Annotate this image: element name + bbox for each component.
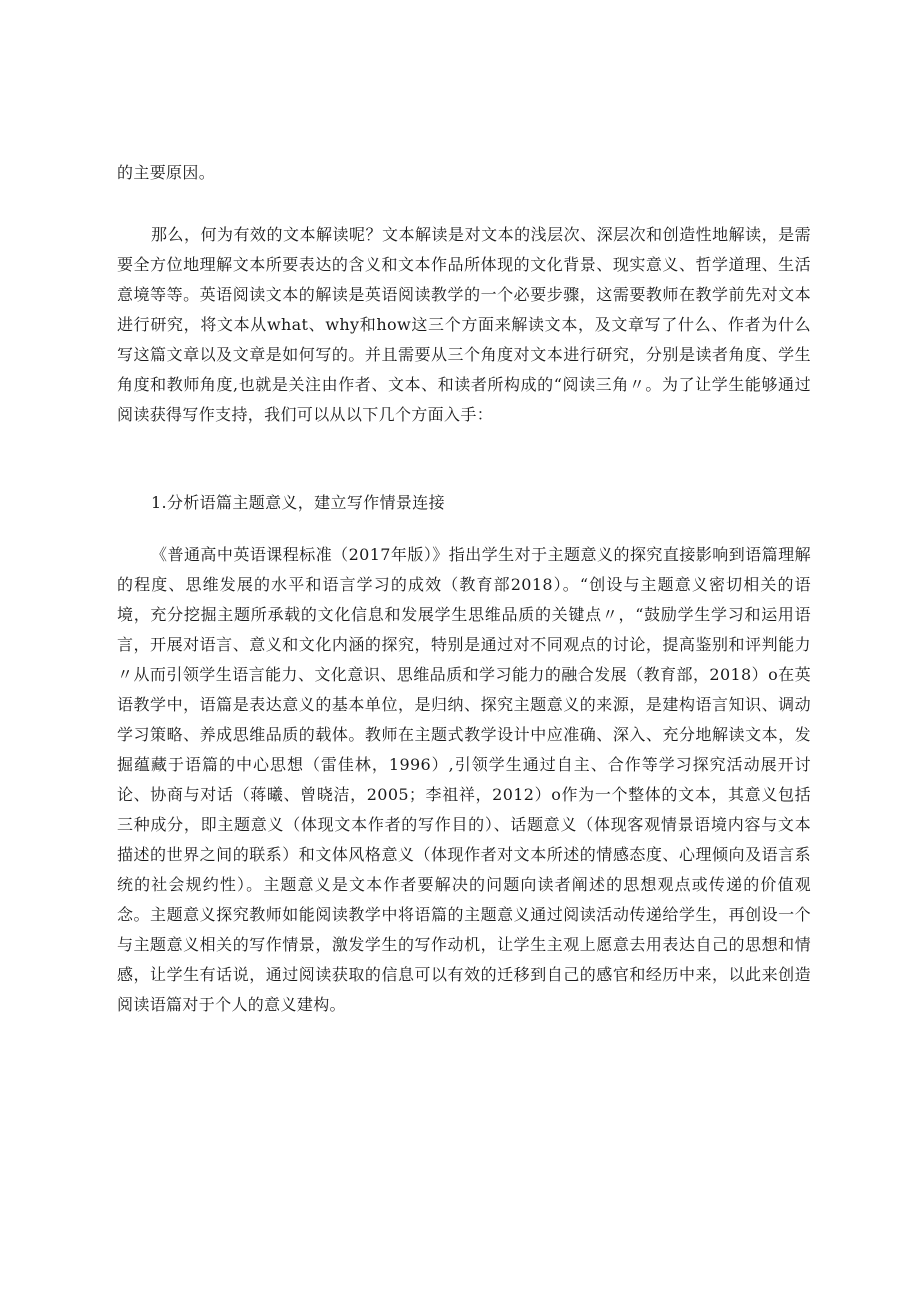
paragraph-continuation: 的主要原因。	[117, 163, 216, 182]
section-heading: 1.分析语篇主题意义，建立写作情景连接	[151, 493, 445, 512]
paragraph-theme-meaning: 《普通高中英语课程标准（2017年版）》指出学生对于主题意义的探究直接影响到语篇理解的程度、思维发展的水平和语言学习的成效（教育部2018）。“创设与主题意义密切相关的语境，充分挖掘主题所承载的文化信息和发展学生思维品质的关键点〃，“鼓励学生学习和运用语言，开展对语言、意义和文化内涵的探究，特别是通过对不同观点的讨论，提高鉴别和评判能力〃从而引领学生语言能力、文化意识、思维品质和学习能力的融合发展（教育部，2018）o在英语教学中，语篇是表达意义的基本单位，是归纳、探究主题意义的来源，是建构语言知识、调动学习策略、养成思维品质的载体。教师在主题式教学设计中应准确、深入、充分地解读文本，发掘蕴藏于语篇的中心思想（雷佳林，1996）,引领学生通过自主、合作等学习探究活动展开讨论、协商与对话（蒋曦、曾晓洁，2005；李祖祥，2012）o作为一个整体的文本，其意义包括三种成分，即主题意义（体现文本作者的写作目的）、话题意义（体现客观情景语境内容与文本描述的世界之间的联系）和文体风格意义（体现作者对文本所述的情感态度、心理倾向及语言系统的社会规约性）。主题意义是文本作者要解决的问题向读者阐述的思想观点或传递的价值观念。主题意义探究教师如能阅读教学中将语篇的主题意义通过阅读活动传递给学生，再创设一个与主题意义相关的写作情景，激发学生的写作动机，让学生主观上愿意去用表达自己的思想和情感，让学生有话说，通过阅读获取的信息可以有效的迁移到自己的感官和经历中来，以此来创造阅读语篇对于个人的意义建构。	[117, 545, 811, 1014]
paragraph-text-interpretation: 那么，何为有效的文本解读呢？文本解读是对文本的浅层次、深层次和创造性地解读，是需要全方位地理解文本所要表达的含义和文本作品所体现的文化背景、现实意义、哲学道理、生活意境等等。英语阅读文本的解读是英语阅读教学的一个必要步骤，这需要教师在教学前先对文本进行研究，将文本从what、why和how这三个方面来解读文本，及文章写了什么、作者为什么写这篇文章以及文章是如何写的。并且需要从三个角度对文本进行研究，分别是读者角度、学生角度和教师角度,也就是关注由作者、文本、和读者所构成的“阅读三角〃。为了让学生能够通过阅读获得写作支持，我们可以从以下几个方面入手：	[117, 225, 811, 424]
